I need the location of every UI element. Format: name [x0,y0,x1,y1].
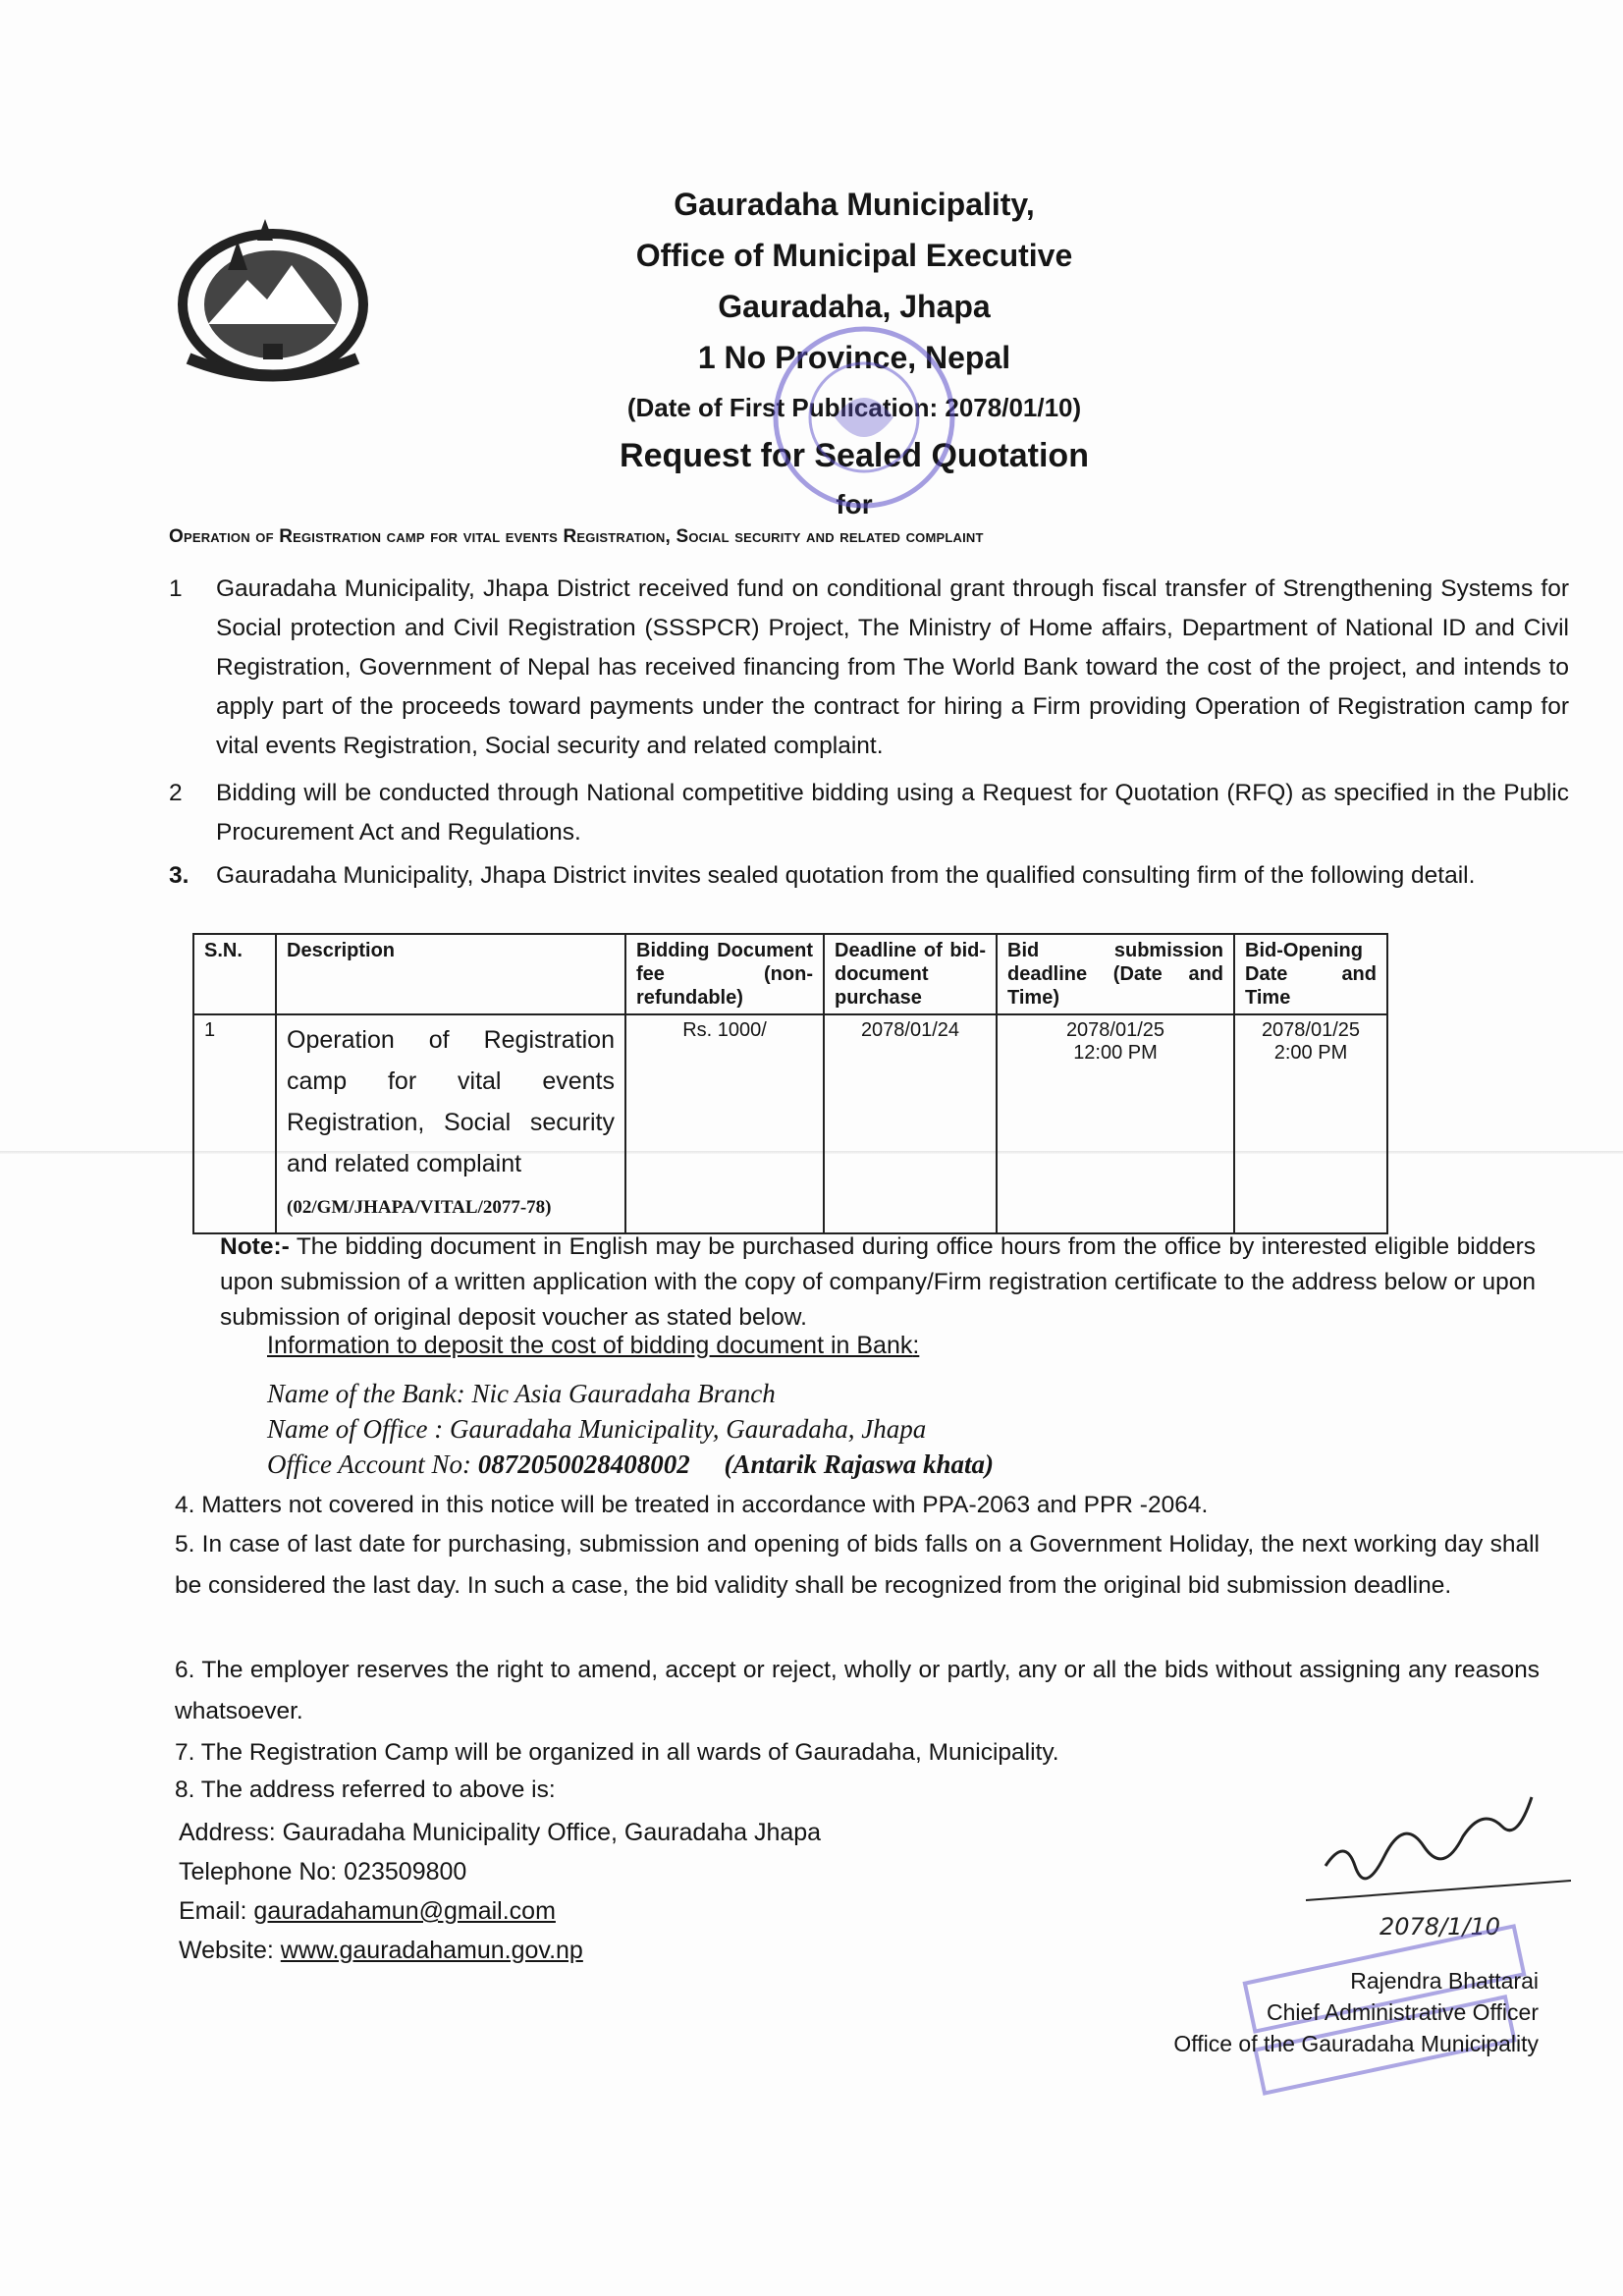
description-text: Operation of Registration camp for vital events Registration, Social security and related complaint [287,1026,615,1177]
note-paragraph [220,1230,1536,1336]
bank-name-line [267,1379,776,1409]
col-header-opening: Bid-Opening Date and Time [1234,934,1387,1014]
address-line: Address: Gauradaha Municipality Office, Gauradaha Jhapa [179,1819,822,1846]
publication-date: (Date of First Publication: 2078/01/10) [626,393,1082,422]
website-line [179,1937,583,1965]
table-row [193,1014,1387,1233]
note-text: The bidding document in English may be purchased during office hours from the office by interested eligible bidders upon submission of a written application with the copy of company/Firm registration certificate to the address below or upon submission of original deposit voucher as stated below. [220,1233,1536,1331]
telephone-line: Telephone No: 023509800 [179,1858,467,1886]
header-line-2: Office of Municipal Executive [635,238,1073,273]
clause-6: 6. The employer reserves the right to amend, accept or reject, wholly or partly, any or all the bids without assigning any reasons whatsoever. [175,1657,1540,1724]
item-number: 1 [169,575,183,602]
website-label: Website: [179,1937,274,1964]
cell-submission-deadline [997,1014,1234,1233]
quotation-table [192,933,1388,1234]
account-note: (Antarik Rajaswa khata) [724,1449,995,1479]
office-name-label: Name of Office : [267,1414,444,1444]
table-header-row [193,934,1387,1014]
account-number: 0872050028408002 [477,1449,690,1479]
col-header-sn: S.N. [193,934,276,1014]
clause-7: 7. The Registration Camp will be organized in all wards of Gauradaha, Municipality. [175,1739,1059,1766]
item-text: Bidding will be conducted through National competitive bidding using a Request for Quotation (RFQ) as specified in the Public Procurement Act and Regulations. [216,780,1569,846]
cell-sn: 1 [193,1014,276,1233]
clause-4: 4. Matters not covered in this notice will be treated in accordance with PPA-2063 and PPR -2064. [175,1492,1209,1518]
cell-fee: Rs. 1000/ [625,1014,824,1233]
email-line [179,1897,556,1926]
col-header-description: Description [276,934,625,1014]
email-label: Email: [179,1897,247,1925]
bank-name-value: Nic Asia Gauradaha Branch [471,1379,776,1408]
col-header-fee: Bidding Document fee (non-refundable) [625,934,824,1014]
account-line [267,1449,994,1480]
col-header-purchase-deadline: Deadline of bid-document purchase [824,934,997,1014]
opening-date: 2078/01/25 [1261,1019,1361,1041]
signatory-name: Rajendra Bhattarai [1350,1968,1539,1994]
header-line-3: Gauradaha, Jhapa [718,289,991,324]
office-name-value: Gauradaha Municipality, Gauradaha, Jhapa [449,1414,927,1444]
website-link[interactable]: www.gauradahamun.gov.np [280,1937,583,1964]
page-title: Request for Sealed Quotation [620,437,1089,474]
cell-opening [1234,1014,1387,1233]
signatory-designation: Chief Administrative Officer [1267,1999,1539,2025]
header-line-1: Gauradaha Municipality, [674,187,1035,222]
item-number: 2 [169,780,183,806]
cell-purchase-deadline: 2078/01/24 [824,1014,997,1233]
submission-time: 12:00 PM [1073,1042,1158,1064]
signature-date: 2078/1/10 [1380,1913,1501,1941]
item-number: 3. [169,862,189,889]
clause-8: 8. The address referred to above is: [175,1777,556,1803]
tender-code: (02/GM/JHAPA/VITAL/2077-78) [287,1197,552,1218]
item-text: Gauradaha Municipality, Jhapa District invites sealed quotation from the qualified consulting firm of the following detail. [216,862,1476,889]
email-link[interactable]: gauradahamun@gmail.com [253,1897,556,1925]
item-text: Gauradaha Municipality, Jhapa District received fund on conditional grant through fiscal transfer of Strengthening Systems for Social protection and Civil Registration (SSSPCR) Project, The Ministry of Home affairs, Department of National ID and Civil Registration, Government of Nepal has received financing from The World Bank toward the cost of the project, and intends to apply part of the proceeds toward payments under the contract for hiring a Firm providing Operation of Registration camp for vital events Registration, Social security and related complaint. [216,575,1569,759]
subject-heading: Operation of Registration camp for vital events Registration, Social security and related complaint [169,526,984,547]
col-header-submission-deadline: Bid submission deadline (Date and Time) [997,934,1234,1014]
bank-name-label: Name of the Bank: [267,1379,465,1408]
account-label: Office Account No: [267,1449,471,1479]
office-name-line [267,1414,926,1445]
nepal-emblem-icon [169,211,377,383]
signatory-office: Office of the Gauradaha Municipality [1173,2031,1539,2056]
note-label: Note:- [220,1233,290,1260]
cell-description [276,1014,625,1233]
title-for: for [836,489,873,519]
office-seal-stamp [766,319,962,516]
clause-5: 5. In case of last date for purchasing, submission and opening of bids falls on a Government Holiday, the next working day shall be considered the last day. In such a case, the bid validity shall be recognized from the original bid submission deadline. [175,1531,1540,1599]
header-line-4: 1 No Province, Nepal [697,340,1011,375]
opening-time: 2:00 PM [1273,1042,1348,1064]
bank-info-heading: Information to deposit the cost of bidding document in Bank: [267,1332,920,1359]
submission-date: 2078/01/25 [1065,1019,1165,1041]
bank-info-heading-text: Information to deposit the cost of bidding document in Bank [267,1332,913,1359]
